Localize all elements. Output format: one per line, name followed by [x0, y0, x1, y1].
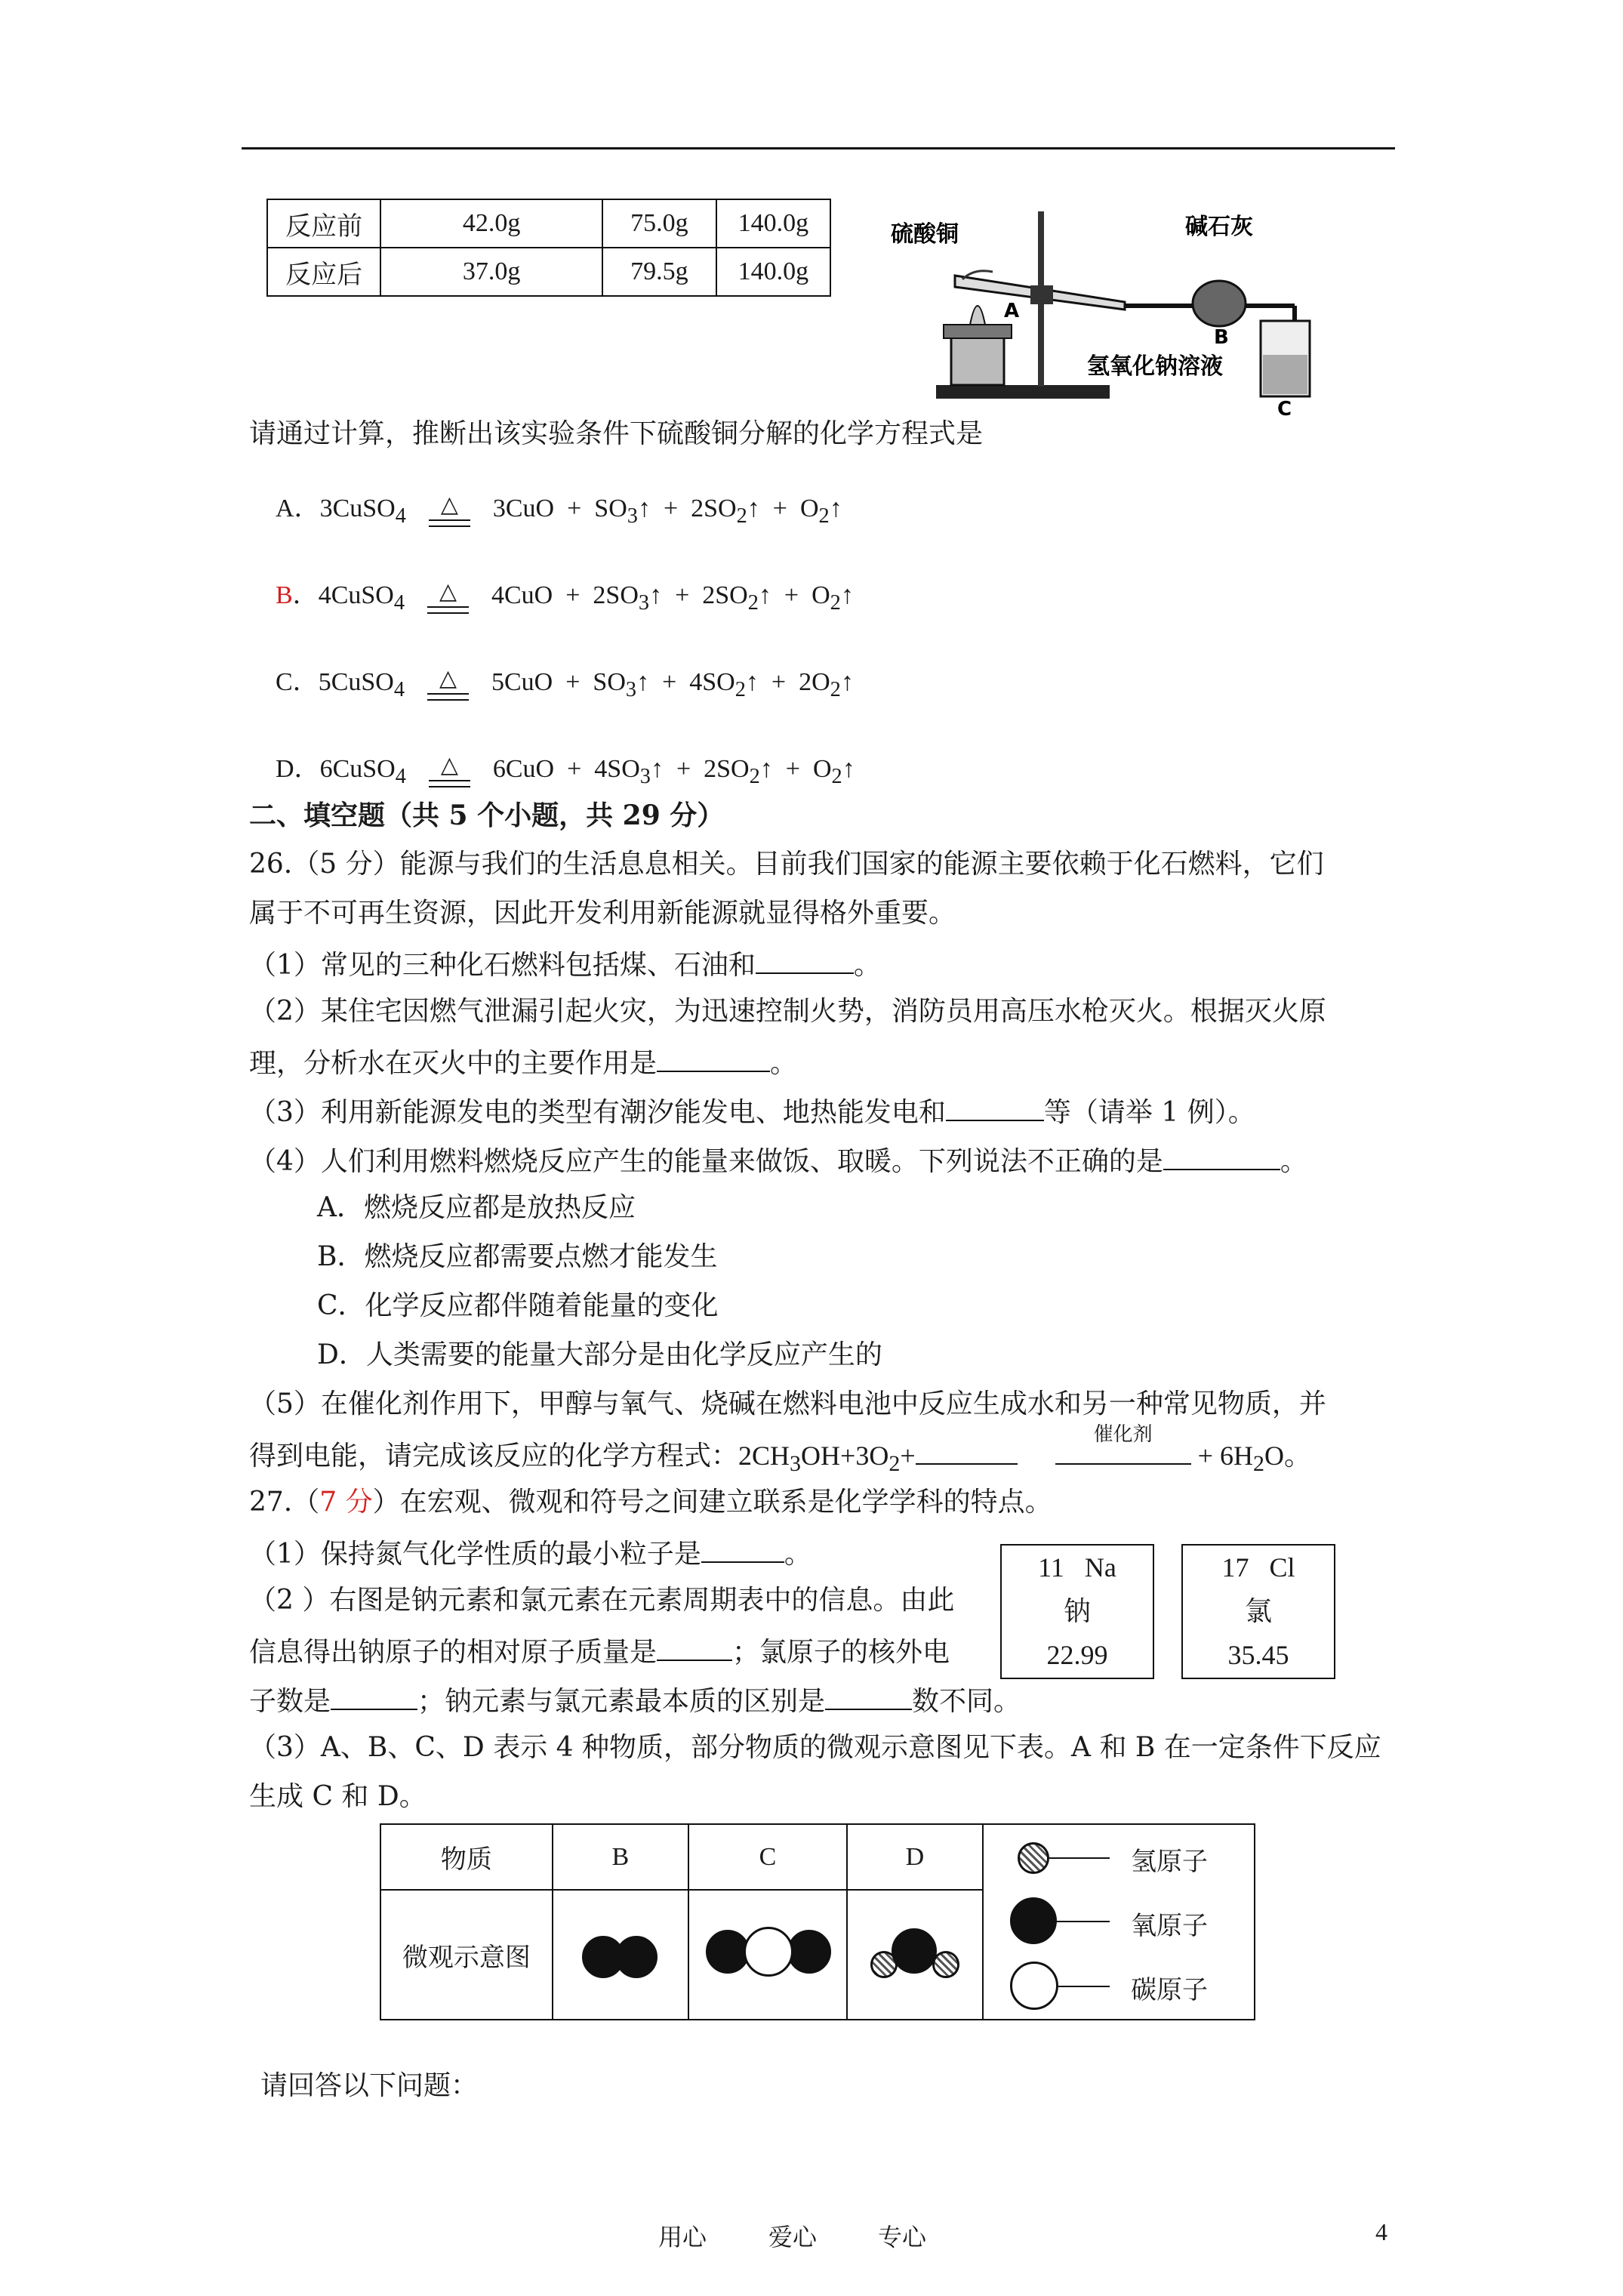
q26-p1-end: 。 — [853, 950, 881, 981]
label-b: B — [1214, 326, 1229, 349]
footer-word-3: 专心 — [878, 2223, 927, 2251]
q27-intro — [249, 1485, 1052, 1521]
option-letter: D — [276, 755, 294, 783]
gas-arrow-icon: ↑ — [840, 581, 854, 609]
heating-sign-icon — [427, 581, 469, 614]
plus: + — [553, 581, 593, 609]
mass-table — [266, 199, 831, 297]
product: O — [812, 755, 832, 783]
answer-blank[interactable] — [946, 1093, 1044, 1121]
gas-arrow-icon: ↑ — [745, 668, 759, 696]
q26-part-1 — [249, 945, 881, 984]
q26-intro-2: 属于不可再生资源，因此开发利用新能源就显得格外重要。 — [249, 898, 956, 929]
eq-sub: 2 — [888, 1451, 901, 1477]
delta-symbol: △ — [439, 579, 457, 605]
footer-word-1: 用心 — [658, 2223, 707, 2251]
hydrogen-atom-icon — [1018, 1842, 1049, 1874]
eq-text: OH+3O — [801, 1441, 889, 1471]
header-cell: C — [688, 1824, 847, 1890]
q25-option-d — [276, 747, 855, 789]
option-sep: ． — [294, 495, 320, 522]
cell: 75.0g — [602, 199, 716, 248]
subscript: 4 — [393, 677, 405, 701]
product: 2SO — [593, 581, 639, 609]
row-label: 微观示意图 — [380, 1890, 553, 2020]
plus: + — [759, 495, 800, 522]
header-cell: B — [553, 1824, 688, 1890]
molecule-b — [553, 1890, 688, 2020]
atomic-mass: 35.45 — [1227, 1640, 1289, 1670]
gas-arrow-icon: ↑ — [840, 668, 854, 696]
q25-option-a — [276, 487, 842, 529]
oxygen-atom-icon — [615, 1936, 658, 1978]
q27-part-2a: （2 ）右图是钠元素和氯元素在元素周期表中的信息。由此 — [249, 1585, 955, 1616]
subscript: 2 — [830, 590, 841, 615]
oxygen-atom-icon — [1010, 1897, 1057, 1944]
product: O — [799, 495, 819, 522]
q27-p2b-mid: ；氯原子的核外电 — [732, 1637, 950, 1668]
row-label: 反应后 — [267, 248, 380, 296]
molecule-c — [688, 1890, 847, 2020]
product: 3CuO — [492, 495, 555, 522]
q27-num: 27.（ — [249, 1487, 320, 1518]
gas-arrow-icon: ↑ — [759, 755, 773, 783]
q26-p2b-end: 。 — [770, 1048, 798, 1079]
legend-hydrogen: 氢原子 — [1131, 1847, 1209, 1877]
eq-text: + 6H — [1197, 1441, 1253, 1471]
molecule-d — [847, 1890, 983, 2020]
gas-arrow-icon: ↑ — [747, 495, 760, 522]
element-name: 氯 — [1244, 1596, 1272, 1626]
subscript: 3 — [639, 764, 651, 788]
q26-part-2a: （2）某住宅因燃气泄漏引起火灾，为迅速控制火势，消防员用高压水枪灭火。根据灭火原 — [249, 996, 1326, 1027]
plus: + — [554, 755, 595, 783]
apparatus-diagram — [883, 204, 1313, 419]
subscript: 2 — [749, 764, 760, 788]
section-title: 二、填空题（共 5 个小题，共 29 分） — [249, 800, 725, 831]
answer-blank[interactable] — [657, 1632, 732, 1661]
product: 2O — [799, 668, 830, 696]
product: 4SO — [594, 755, 640, 783]
heating-sign-icon — [429, 494, 470, 527]
gas-arrow-icon: ↑ — [829, 495, 842, 522]
plus: + — [771, 581, 812, 609]
subscript: 3 — [625, 677, 637, 701]
q26-p4-end: 。 — [1280, 1146, 1307, 1177]
plus: + — [758, 668, 799, 696]
q27-intro-text: ）在宏观、微观和符号之间建立联系是化学学科的特点。 — [372, 1487, 1052, 1518]
q27-p1-text: （1）保持氮气化学性质的最小粒子是 — [249, 1539, 701, 1570]
cell: 37.0g — [380, 248, 602, 296]
q25-prompt: 请通过计算，推断出该实验条件下硫酸铜分解的化学方程式是 — [249, 418, 984, 449]
molecule-table — [380, 1823, 1255, 2020]
q27-part-1 — [249, 1534, 812, 1573]
cell: 140.0g — [716, 248, 830, 296]
q26-p5b-text: 得到电能，请完成该反应的化学方程式： — [249, 1441, 739, 1472]
option-letter: B — [276, 581, 293, 609]
product: 4CuO — [491, 581, 553, 609]
q26-part-2b — [249, 1043, 797, 1082]
q26-option-c: C．化学反应都伴随着能量的变化 — [317, 1290, 719, 1321]
atomic-mass: 22.99 — [1046, 1640, 1108, 1670]
q27-part-2b — [249, 1632, 950, 1671]
reactant: 6CuSO — [319, 755, 396, 783]
delta-symbol: △ — [440, 492, 458, 518]
q26-intro-1: 26.（5 分）能源与我们的生活息息相关。目前我们国家的能源主要依赖于化石燃料，它们 — [249, 849, 1324, 880]
q26-p1-text: （1）常见的三种化石燃料包括煤、石油和 — [249, 950, 756, 981]
subscript: 4 — [393, 590, 405, 615]
row-label: 反应前 — [267, 199, 380, 248]
product: 2SO — [702, 581, 748, 609]
subscript: 3 — [638, 590, 650, 615]
option-letter: A — [276, 495, 294, 522]
answer-blank[interactable] — [825, 1681, 912, 1710]
label-soda-lime: 碱石灰 — [1185, 214, 1253, 240]
q27-p2c-text: 子数是 — [249, 1686, 331, 1717]
equation-left — [738, 1441, 916, 1477]
q27-score: 7 分 — [319, 1487, 373, 1518]
catalyst-label: 催化剂 — [1093, 1422, 1153, 1446]
element-box-na — [1000, 1544, 1154, 1679]
legend-oxygen: 氧原子 — [1131, 1911, 1209, 1941]
element-symbol: Cl — [1269, 1552, 1295, 1583]
q26-option-a: A．燃烧反应都是放热反应 — [317, 1192, 636, 1223]
plus: + — [553, 668, 593, 696]
q27-part-3a: （3）A、B、C、D 表示 4 种物质，部分物质的微观示意图见下表。A 和 B 在一定条件下反应 — [249, 1732, 1381, 1763]
subscript: 2 — [736, 504, 747, 528]
table-row — [267, 199, 830, 248]
eq-text: O。 — [1264, 1441, 1311, 1471]
q27-part-3b: 生成 C 和 D。 — [249, 1781, 427, 1812]
plus: + — [663, 755, 704, 783]
atomic-number: 17 — [1221, 1552, 1249, 1583]
eq-sub: 2 — [1252, 1451, 1264, 1477]
footer-word-2: 爱心 — [768, 2223, 818, 2251]
plus: + — [772, 755, 813, 783]
carbon-atom-icon — [1010, 1962, 1058, 2010]
q26-p3-end: 等（请举 1 例）。 — [1043, 1097, 1255, 1128]
legend-carbon: 碳原子 — [1131, 1975, 1209, 2005]
q26-part-4 — [249, 1142, 1307, 1180]
reactant: 3CuSO — [319, 495, 396, 522]
page-number: 4 — [1375, 2218, 1387, 2245]
gas-arrow-icon: ↑ — [758, 581, 771, 609]
header-cell: 物质 — [380, 1824, 553, 1890]
subscript: 4 — [395, 764, 406, 788]
reactant: 4CuSO — [318, 581, 394, 609]
product: 6CuO — [492, 755, 555, 783]
answer-blank[interactable] — [1163, 1142, 1280, 1170]
q26-option-b: B．燃烧反应都需要点燃才能发生 — [317, 1241, 718, 1272]
answer-blank[interactable] — [701, 1534, 784, 1563]
label-naoh: 氢氧化钠溶液 — [1087, 353, 1223, 380]
gas-arrow-icon: ↑ — [650, 755, 664, 783]
cell: 42.0g — [380, 199, 602, 248]
answer-blank[interactable] — [756, 945, 854, 974]
option-sep: ． — [292, 668, 319, 696]
cell: 140.0g — [716, 199, 830, 248]
product: 2SO — [691, 495, 737, 522]
q25-option-b — [276, 574, 854, 615]
equation-right — [1191, 1441, 1311, 1477]
product: 5CuO — [491, 668, 553, 696]
atomic-number: 11 — [1038, 1552, 1064, 1583]
heating-sign-icon — [427, 667, 469, 701]
q27-p2b-text: 信息得出钠原子的相对原子质量是 — [249, 1637, 658, 1668]
q27-part-2c — [249, 1681, 1021, 1720]
gas-arrow-icon: ↑ — [649, 581, 663, 609]
eq-sub: 3 — [790, 1451, 802, 1477]
q27-p2c-end: 数不同。 — [912, 1686, 1021, 1717]
subscript: 2 — [830, 677, 841, 701]
delta-symbol: △ — [440, 753, 458, 778]
product: SO — [594, 495, 627, 522]
q26-option-d: D．人类需要的能量大部分是由化学反应产生的 — [317, 1339, 882, 1370]
gas-arrow-icon: ↑ — [842, 755, 855, 783]
answer-blank[interactable] — [657, 1043, 770, 1072]
product: SO — [593, 668, 626, 696]
label-c: C — [1277, 398, 1292, 419]
header-cell: D — [847, 1824, 983, 1890]
plus: + — [650, 495, 691, 522]
q25-option-c — [276, 661, 854, 702]
eq-text: 2CH — [738, 1441, 790, 1471]
subscript: 3 — [627, 504, 638, 528]
subscript: 2 — [735, 677, 746, 701]
q27-ask: 请回答以下问题： — [260, 2070, 479, 2101]
heating-sign-icon — [429, 754, 470, 787]
answer-blank[interactable] — [916, 1436, 1018, 1465]
option-letter: C — [276, 668, 293, 696]
answer-blank[interactable] — [331, 1681, 417, 1710]
q27-p1-end: 。 — [784, 1539, 812, 1570]
element-name: 钠 — [1063, 1596, 1091, 1626]
option-sep: ． — [292, 581, 319, 609]
table-row — [380, 1824, 1255, 1890]
product: O — [812, 581, 830, 609]
subscript: 2 — [831, 764, 842, 788]
q26-part-5b — [249, 1422, 1311, 1478]
table-row — [267, 248, 830, 296]
q26-p4-text: （4）人们利用燃料燃烧反应产生的能量来做饭、取暖。下列说法不正确的是 — [249, 1146, 1163, 1177]
plus: + — [662, 581, 703, 609]
q26-p2b-text: 理，分析水在灭火中的主要作用是 — [249, 1048, 658, 1079]
reactant: 5CuSO — [318, 668, 394, 696]
label-a: A — [1004, 300, 1020, 322]
plus: + — [649, 668, 690, 696]
q27-p2c-mid: ；钠元素与氯元素最本质的区别是 — [417, 1686, 826, 1717]
q26-part-5a: （5）在催化剂作用下，甲醇与氧气、烧碱在燃料电池中反应生成水和另一种常见物质，并 — [249, 1388, 1326, 1419]
product: 2SO — [704, 755, 750, 783]
plus: + — [554, 495, 595, 522]
element-symbol: Na — [1084, 1552, 1116, 1583]
gas-arrow-icon: ↑ — [636, 668, 650, 696]
subscript: 2 — [818, 504, 830, 528]
carbon-atom-icon — [744, 1927, 793, 1977]
label-cuso4: 硫酸铜 — [891, 221, 959, 248]
option-sep: ． — [294, 755, 320, 783]
q26-p3-text: （3）利用新能源发电的类型有潮汐能发电、地热能发电和 — [249, 1097, 946, 1128]
cell: 79.5g — [602, 248, 716, 296]
delta-symbol: △ — [439, 666, 457, 692]
oxygen-atom-icon — [892, 1928, 937, 1974]
eq-text: + — [900, 1441, 916, 1471]
element-box-cl — [1181, 1544, 1335, 1679]
oxygen-atom-icon — [787, 1930, 831, 1974]
product: 4SO — [689, 668, 735, 696]
header-rule — [242, 147, 1395, 149]
subscript: 2 — [747, 590, 759, 615]
catalyst-arrow — [1055, 1422, 1191, 1465]
legend-cell — [983, 1824, 1255, 2020]
subscript: 4 — [395, 504, 406, 528]
q26-part-3 — [249, 1093, 1255, 1131]
gas-arrow-icon: ↑ — [637, 495, 651, 522]
